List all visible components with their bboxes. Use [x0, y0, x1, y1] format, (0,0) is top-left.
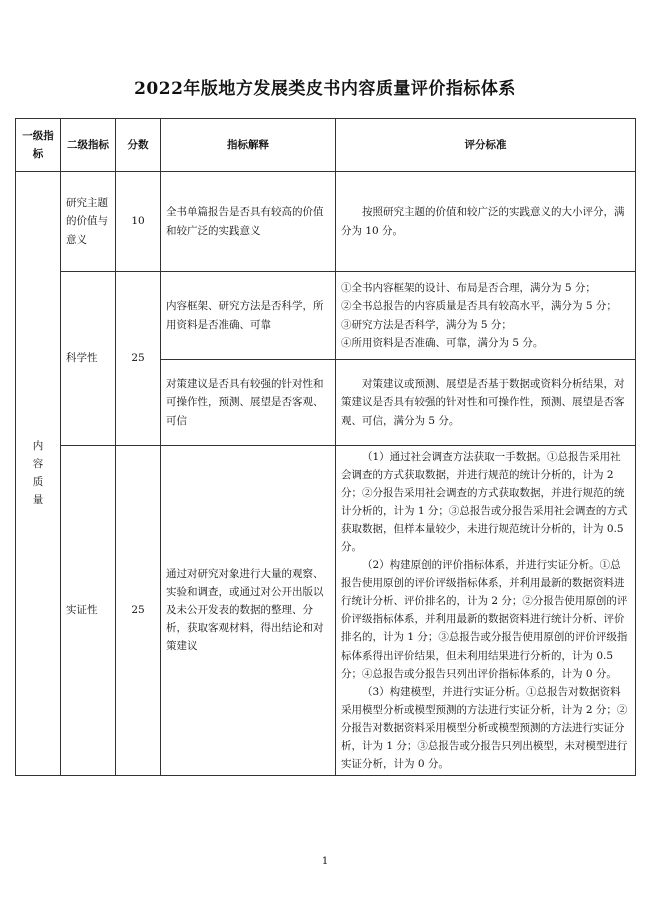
header-explanation: 指标解释 — [161, 119, 336, 172]
criteria-text: 按照研究主题的价值和较广泛的实践意义的大小评分，满分为 10 分。 — [341, 206, 625, 237]
criteria-cell — [336, 172, 636, 272]
explanation-cell: 对策建议是否具有较强的针对性和可操作性，预测、展望是否客观、可信 — [161, 360, 336, 446]
level1-char: 量 — [32, 494, 44, 507]
header-level2: 二级指标 — [61, 119, 116, 172]
header-score: 分数 — [116, 119, 161, 172]
criteria-item: ③研究方法是否科学，满分为 5 分； — [341, 318, 512, 331]
score-cell: 25 — [116, 446, 161, 776]
evaluation-table — [15, 118, 636, 776]
level2-cell: 研究主题的价值与意义 — [61, 172, 116, 272]
page-title: 2022年版地方发展类皮书内容质量评价指标体系 — [134, 79, 516, 99]
level1-cell — [16, 172, 61, 776]
table-row — [16, 272, 636, 360]
criteria-item: ①全书内容框架的设计、布局是否合理，满分为 5 分； — [341, 282, 596, 295]
level2-cell: 科学性 — [61, 272, 116, 446]
criteria-item: （3）构建模型，并进行实证分析。①总报告对数据资料采用模型分析或模型预测的方法进行实证分析，计为 2 分；②分报告对数据资料采用模型分析或模型预测的方法进行实证分析，计为 1 分；③总报告或分报告只列出模型，未对模型进行实证分析，计为 0 分。 — [341, 685, 628, 770]
table-header-row — [16, 119, 636, 172]
criteria-cell — [336, 272, 636, 360]
header-level1: 一级指标 — [16, 119, 61, 172]
table-row — [16, 446, 636, 776]
score-cell: 25 — [116, 272, 161, 446]
page-number: 1 — [321, 856, 329, 867]
level1-char: 质 — [32, 476, 44, 489]
table-row — [16, 172, 636, 272]
level2-cell: 实证性 — [61, 446, 116, 776]
criteria-item: ②全书总报告的内容质量是否具有较高水平，满分为 5 分； — [341, 300, 617, 313]
criteria-item: ④所用资料是否准确、可靠，满分为 5 分。 — [341, 336, 544, 349]
criteria-text: 对策建议或预测、展望是否基于数据或资料分析结果，对策建议是否具有较强的针对性和可操作性，预测、展望是否客观、可信，满分为 5 分。 — [341, 378, 625, 427]
explanation-cell: 通过对研究对象进行大量的观察、实验和调查，或通过对公开出版以及未公开发表的数据的整理、分析，获取客观材料，得出结论和对策建议 — [161, 446, 336, 776]
criteria-item: （2）构建原创的评价指标体系，并进行实证分析。①总报告使用原创的评价评级指标体系，并利用最新的数据资料进行统计分析、评价排名的，计为 2 分；②分报告使用原创的评价评级指标体系，并利用最新的数据资料进行统计分析、评价排名的，计为 1 分；③总报告或分报告使用原创的评价评级指标体系得出评价结果，但未利用结果进行分析的，计为 0.5 分；④总报告或分报告只列出评价指标体系的，计为 0 分。 — [341, 559, 628, 680]
level1-char: 内 — [32, 440, 44, 453]
explanation-cell: 全书单篇报告是否具有较高的价值和较广泛的实践意义 — [161, 172, 336, 272]
explanation-cell: 内容框架、研究方法是否科学，所用资料是否准确、可靠 — [161, 272, 336, 360]
score-cell: 10 — [116, 172, 161, 272]
criteria-item: （1）通过社会调查方法获取一手数据。①总报告采用社会调查的方式获取数据，并进行规范的统计分析的，计为 2 分；②分报告采用社会调查的方式获取数据，并进行规范的统计分析的，计为 1 分；③总报告或分报告采用社会调查的方式获取数据，但样本量较少，未进行规范统计分析的，计为 0.5 分。 — [341, 451, 628, 554]
criteria-cell — [336, 446, 636, 776]
criteria-cell — [336, 360, 636, 446]
header-criteria: 评分标准 — [336, 119, 636, 172]
level1-char: 容 — [32, 458, 44, 471]
